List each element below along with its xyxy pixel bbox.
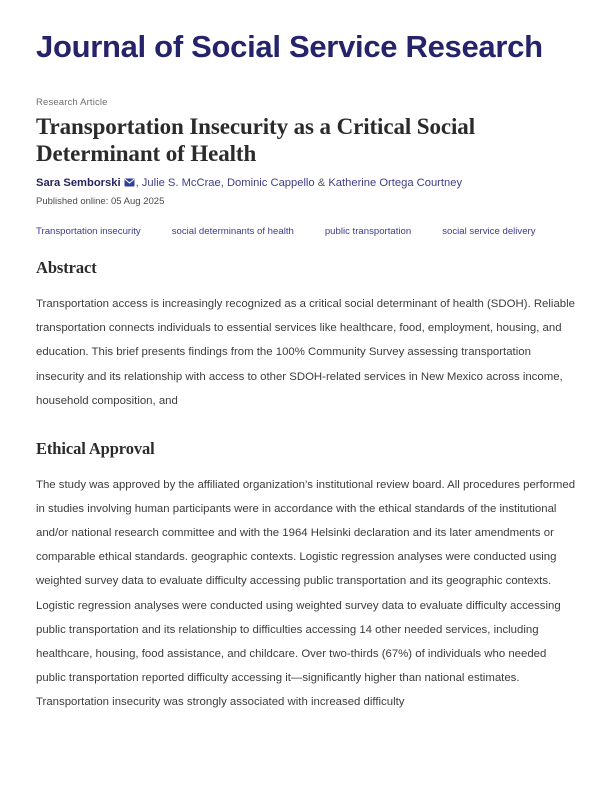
published-online-date: Published online: 05 Aug 2025 [36, 195, 165, 207]
keyword-tag-social-service-delivery[interactable]: social service delivery [442, 225, 536, 237]
keyword-tag-list [0, 208, 612, 240]
keyword-tag-social-determinants-of-health[interactable]: social determinants of health [171, 225, 294, 237]
journal-masthead [0, 0, 612, 65]
journal-title[interactable]: Journal of Social Service Research [36, 29, 543, 64]
envelope-icon[interactable] [124, 177, 135, 192]
section-heading-ethical-approval: Ethical Approval [36, 438, 155, 458]
section-text-abstract: Transportation access is increasingly recognized as a critical social determinant of health (SDOH). Reliable transportation connects individuals to essential services like healthcare, food, employment, housing, and education. This brief presents findings from the 100% Community Survey assessing transportation insecurity and its relationship with access to other SDOH-related services in New Mexico across income, household composition, and [36, 298, 575, 407]
keyword-tag-public-transportation[interactable]: public transportation [324, 225, 412, 237]
section-ethical-approval [36, 439, 576, 715]
author-list [36, 176, 576, 192]
author-primary[interactable]: Sara Semborski [36, 177, 121, 190]
section-abstract [36, 258, 576, 413]
author-list-middle[interactable]: , Julie S. McCrae, Dominic Cappello [135, 177, 318, 190]
article-type-label: Research Article [36, 96, 108, 108]
author-last[interactable]: Katherine Ortega Courtney [325, 177, 463, 190]
section-heading-abstract: Abstract [36, 258, 97, 278]
keyword-tag-transportation-insecurity[interactable]: Transportation insecurity [36, 225, 141, 237]
article-body [0, 240, 612, 714]
section-text-ethical-approval: The study was approved by the affiliated organization’s institutional review board. All procedures performed in studies involving human participants were in accordance with the ethical standards of the institutional and/or national research committee and with the 1964 Helsinki declaration and its later amendments or comparable ethical standards. geographic contexts. Logistic regression analyses were conducted using weighted survey data to evaluate difficulty accessing public transportation and its geographic contexts. Logistic regression analyses were conducted using weighted survey data to evaluate difficulty accessing public transportation and its relationship to difficulties accessing 14 other needed services, including healthcare, housing, food assistance, and childcare. Over two-thirds (67%) of individuals who needed public transportation reported difficulty accessing it—significantly higher than national estimates. Transportation insecurity was strongly associated with increased difficulty [36, 478, 576, 709]
article-title: Transportation Insecurity as a Critical Social Determinant of Health [36, 114, 475, 166]
author-ampersand: & [317, 177, 326, 190]
article-header [0, 65, 612, 208]
